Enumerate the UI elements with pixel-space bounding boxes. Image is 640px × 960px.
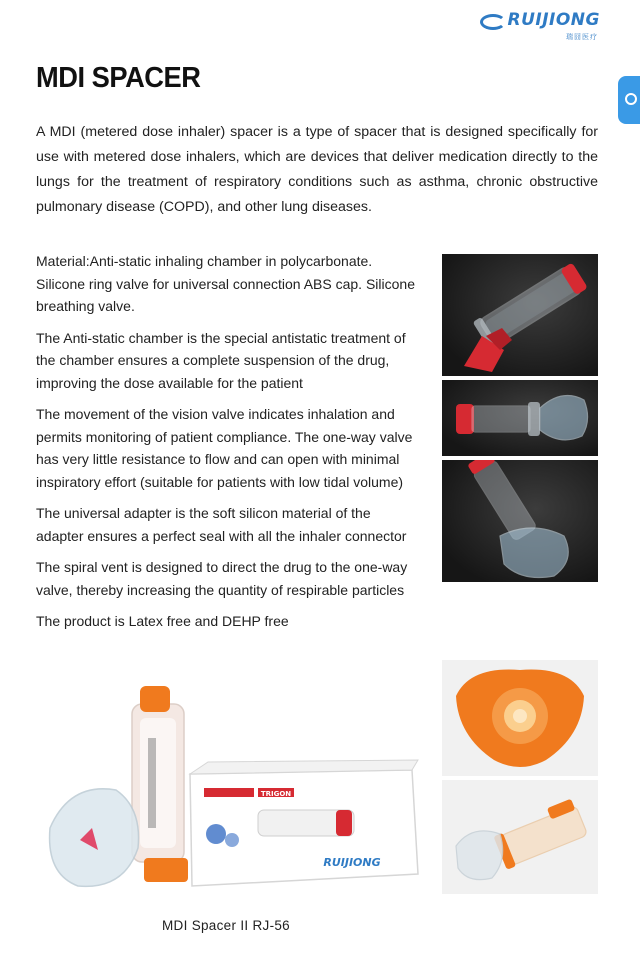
feature-latex-free: The product is Latex free and DEHP free [36, 613, 289, 629]
share-icon [625, 93, 637, 105]
brand-logo [480, 8, 600, 44]
page-title: MDI SPACER [36, 62, 201, 94]
product-composite [40, 678, 426, 904]
logo-swoosh-icon [480, 14, 506, 30]
brand-name: RUIJIONG [507, 10, 600, 30]
photo-spacer-with-mask [442, 380, 598, 456]
feature-universal-adapter: The universal adapter is the soft silicon material of the adapter ensures a perfect seal with all the inhaler connector [36, 505, 407, 544]
side-share-tab[interactable] [618, 76, 640, 124]
product-caption: MDI Spacer II RJ-56 [162, 918, 290, 933]
feature-material: Material:Anti-static inhaling chamber in polycarbonate. Silicone ring valve for universal connection ABS cap. Silicone breathing valve. [36, 253, 415, 314]
feature-antistatic: The Anti-static chamber is the special antistatic treatment of the chamber ensures a complete suspension of the drug, improving the dose available for the patient [36, 329, 406, 391]
feature-spiral-vent: The spiral vent is designed to direct the drug to the one-way valve, thereby increasing the quantity of respirable particles [36, 559, 408, 598]
photo-spacer-mask-diagonal [442, 460, 598, 582]
feature-vision-valve: The movement of the vision valve indicates inhalation and permits monitoring of patient compliance. The one-way valve has very little resistance to flow and can open with minimal inspiratory effort (suitable for patients with low tidal volume) [36, 406, 413, 490]
intro-paragraph: A MDI (metered dose inhaler) spacer is a type of spacer that is designed specifically for use with metered dose inhalers, which are devices that deliver medication directly to the lungs for the treatment of respiratory conditions such as asthma, chronic obstructive pulmonary disease (COPD), and other lung diseases. [36, 124, 598, 215]
product-box-brand: RUIJIONG [323, 856, 381, 869]
feature-list [36, 250, 420, 642]
brand-subtitle: 瑞囧医疗 [566, 34, 598, 41]
photo-spacer-red-adapter [442, 254, 598, 376]
product-box-badge: TRIGON [260, 790, 292, 798]
photo-orange-valve-top [442, 660, 598, 776]
photo-spacer-orange-cap [442, 780, 598, 894]
